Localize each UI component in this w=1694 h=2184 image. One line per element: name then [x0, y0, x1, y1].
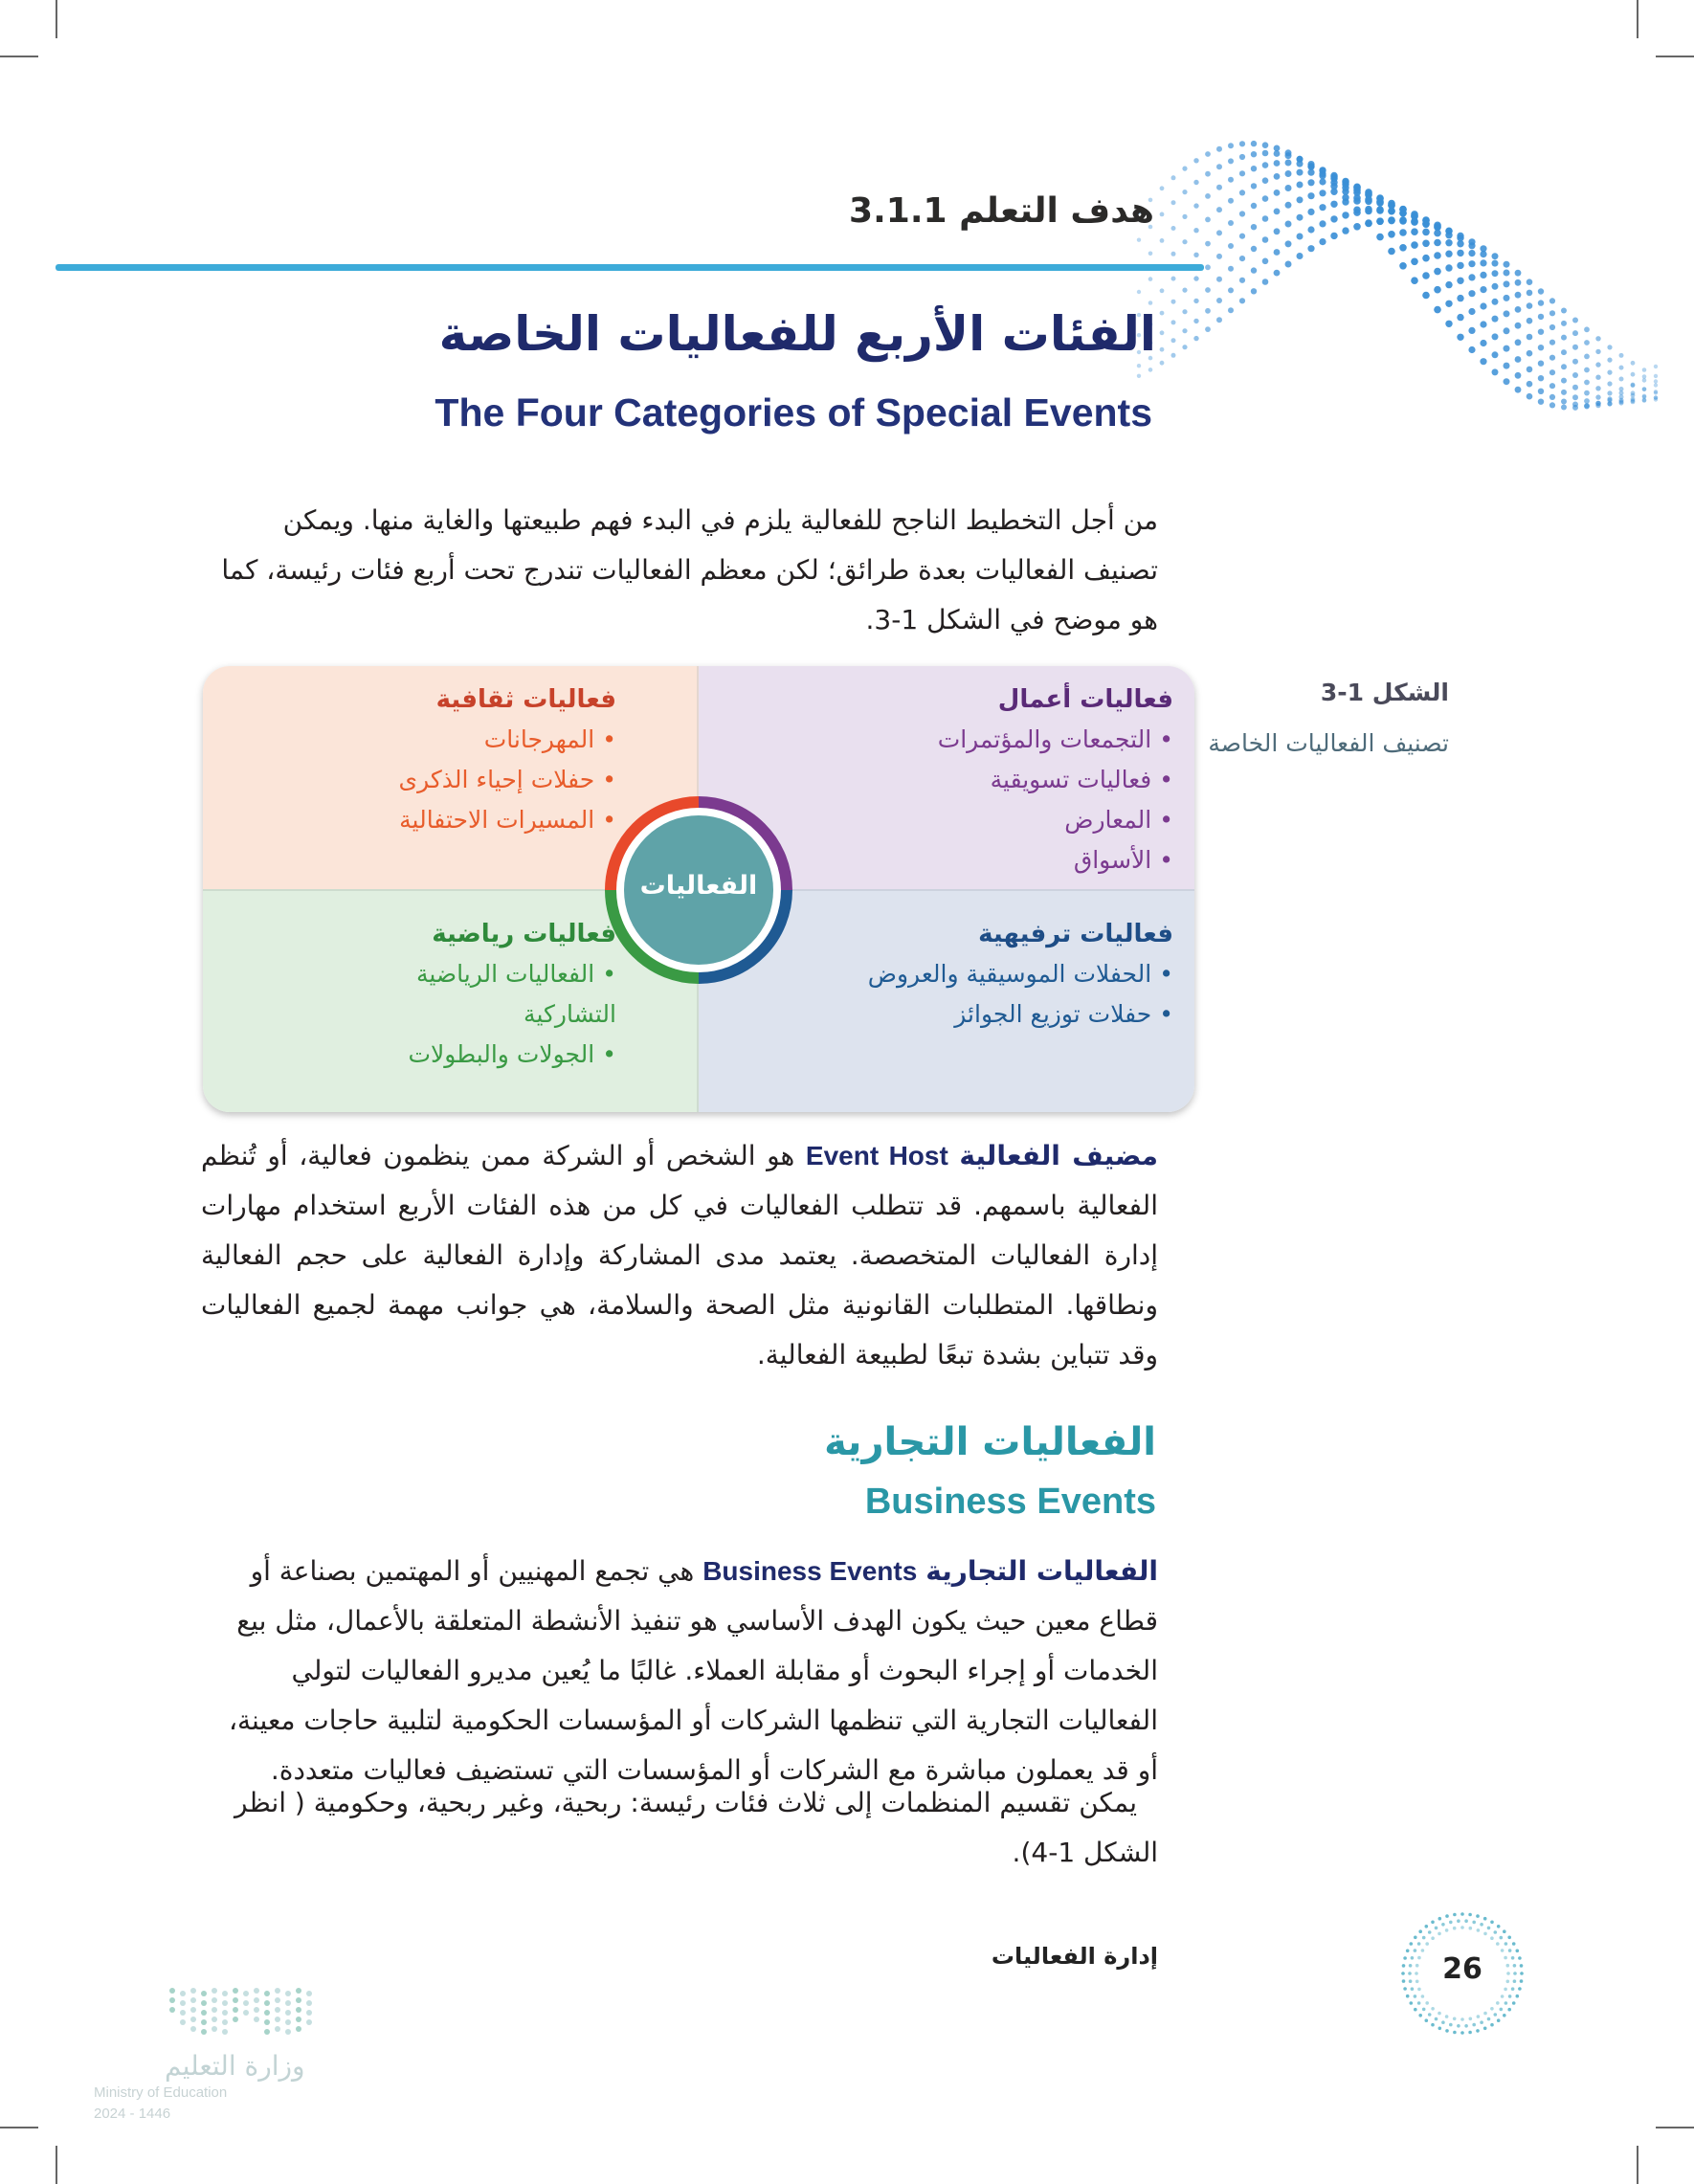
crop-mark [0, 2127, 38, 2128]
quadrant-title: فعاليات ترفيهية [978, 920, 1173, 948]
quadrant-title: فعاليات أعمال [997, 685, 1173, 714]
business-events-paragraph [201, 1547, 1158, 1795]
page-title-english: The Four Categories of Special Events [435, 390, 1152, 435]
list-item: • حفلات توزيع الجوائز [868, 994, 1173, 1035]
intro-paragraph: من أجل التخطيط الناجح للفعالية يلزم في البدء فهم طبيعتها والغاية منها. ويمكن تصنيف الفعاليات بعدة طرائق؛ لكن معظم الفعاليات تندرج تحت أربع فئات رئيسة، كما هو موضح في الشكل 1-3. [221, 504, 1158, 635]
list-item: • المهرجانات [399, 720, 616, 760]
quadrant-title: فعاليات رياضية [432, 920, 616, 948]
crop-mark [1656, 56, 1694, 57]
crop-mark [1637, 2146, 1638, 2184]
paragraph-text: هي تجمع المهنيين أو المهتمين بصناعة أو قطاع معين حيث يكون الهدف الأساسي هو تنفيذ الأنشطة المتعلقة بالأعمال، مثل بيع الخدمات أو إجراء البحوث أو مقابلة العملاء. غالبًا ما يُعين مديرو الفعاليات لتولي الفعاليات التجارية التي تنظمها الشركات أو المؤسسات الحكومية لتلبية حاجات معينة، أو قد يعملون مباشرة مع الشركات أو المؤسسات التي تستضيف فعاليات متعددة. [229, 1555, 1158, 1786]
list-item: • الحفلات الموسيقية والعروض [868, 954, 1173, 994]
section-heading-arabic: الفعاليات التجارية [824, 1420, 1156, 1464]
term-arabic: مضيف الفعالية [959, 1140, 1159, 1171]
dotted-wave-decoration [1101, 124, 1665, 488]
crop-mark [0, 56, 38, 57]
crop-mark [56, 0, 57, 38]
learning-objective-label: هدف التعلم 3.1.1 [849, 191, 1154, 231]
page-title-arabic: الفئات الأربع للفعاليات الخاصة [438, 306, 1156, 362]
list-item: • المسيرات الاحتفالية [399, 800, 616, 840]
paragraph-text: هو الشخص أو الشركة ممن ينظمون فعالية، أو تُنظم الفعالية باسمهم. قد تتطلب الفعاليات في كل من هذه الفئات الأربع استخدام مهارات إدارة الفعاليات المتخصصة. يعتمد مدى المشاركة وإدارة الفعالية على حجم الفعالية ونطاقها. المتطلبات القانونية مثل الصحة والسلامة، هي جوانب مهمة لجميع الفعاليات وقد تتباين بشدة تبعًا لطبيعة الفعالية. [201, 1140, 1158, 1371]
header-rule [56, 264, 1204, 271]
term-english: Business Events [702, 1556, 918, 1586]
figure-caption [1200, 666, 1449, 768]
hub-label: الفعاليات [639, 871, 758, 901]
event-host-paragraph [201, 1131, 1158, 1380]
book-title: إدارة الفعاليات [991, 1943, 1158, 1970]
term-english: Event Host [805, 1141, 948, 1170]
list-item-text: الفعاليات الرياضية التشاركية [415, 960, 616, 1028]
figure-number: الشكل 1-3 [1320, 679, 1449, 706]
crop-mark [1656, 2127, 1694, 2128]
quadrant-list [868, 954, 1173, 1035]
organizations-paragraph: يمكن تقسيم المنظمات إلى ثلاث فئات رئيسة: ربحية، وغير ربحية، وحكومية ( انظر الشكل 1-4). [234, 1787, 1158, 1868]
quadrant-list [408, 954, 616, 1075]
edition-year: 2024 - 1446 [94, 2106, 171, 2122]
event-categories-diagram [203, 666, 1194, 1112]
list-item: • فعاليات تسويقية [938, 760, 1173, 800]
list-item: • المعارض [938, 800, 1173, 840]
list-item: • حفلات إحياء الذكرى [399, 760, 616, 800]
list-item: • الجولات والبطولات [408, 1035, 616, 1075]
ministry-logo [165, 1981, 318, 2050]
crop-mark [56, 2146, 57, 2184]
term-arabic: الفعاليات التجارية [925, 1555, 1158, 1587]
list-item: • التجمعات والمؤتمرات [938, 720, 1173, 760]
list-item: • الأسواق [938, 840, 1173, 880]
page-number: 26 [1442, 1952, 1482, 1986]
quadrant-title: فعاليات ثقافية [435, 685, 616, 714]
ministry-name-english: Ministry of Education [94, 2084, 228, 2101]
section-heading-english: Business Events [864, 1482, 1156, 1522]
quadrant-list [399, 720, 616, 840]
list-item [415, 954, 616, 1035]
ministry-name-arabic: وزارة التعليم [165, 2050, 305, 2082]
quadrant-list [938, 720, 1173, 880]
crop-mark [1637, 0, 1638, 38]
figure-caption-text: تصنيف الفعاليات الخاصة [1208, 729, 1449, 757]
